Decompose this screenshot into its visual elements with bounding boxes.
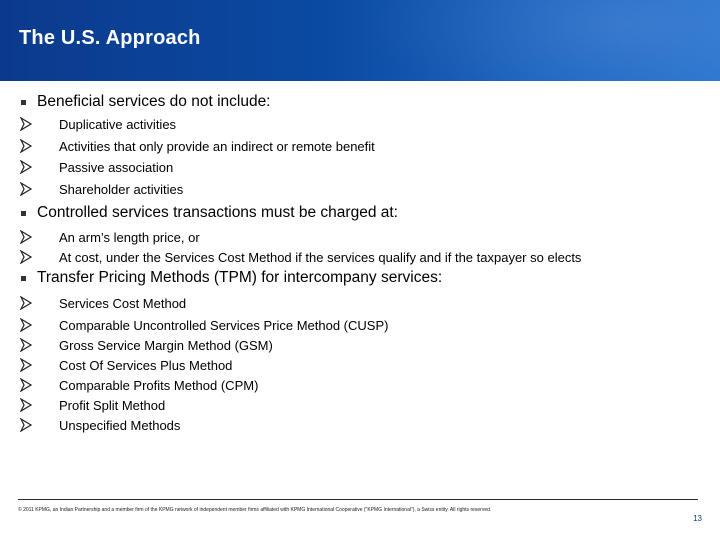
list-item: [0, 317, 720, 333]
list-item-text: Activities that only provide an indirect or remote benefit: [59, 138, 375, 154]
list-item: [0, 138, 720, 154]
arrowhead-bullet-icon: [19, 160, 33, 174]
section-heading-beneficial: [0, 93, 720, 111]
list-item: [0, 295, 720, 311]
arrowhead-bullet-icon: [19, 117, 33, 131]
list-item: [0, 377, 720, 393]
list-item-text: Comparable Profits Method (CPM): [59, 377, 259, 393]
section-heading-tpm: [0, 269, 720, 287]
list-item: [0, 357, 720, 373]
list-item: [0, 229, 720, 245]
arrowhead-bullet-icon: [19, 250, 33, 264]
arrowhead-bullet-icon: [19, 338, 33, 352]
section-heading-text: Transfer Pricing Methods (TPM) for intercompany services:: [37, 269, 443, 286]
list-item: [0, 337, 720, 353]
list-item-text: Services Cost Method: [59, 295, 187, 311]
arrowhead-bullet-icon: [19, 398, 33, 412]
list-item: [0, 417, 720, 433]
section-heading-text: Beneficial services do not include:: [37, 93, 271, 110]
copyright-footer: © 2011 KPMG, an Indian Partnership and a member firm of the KPMG network of independent member firms affiliated with KPMG International Cooperative ("KPMG International"), a Swiss entity. All rights reserved.: [18, 507, 492, 513]
footer-divider: [18, 499, 698, 500]
square-bullet-icon: [21, 276, 26, 281]
arrowhead-bullet-icon: [19, 182, 33, 196]
arrowhead-bullet-icon: [19, 358, 33, 372]
list-item-text: An arm’s length price, or: [59, 229, 200, 245]
section-heading-text: Controlled services transactions must be charged at:: [37, 204, 398, 221]
arrowhead-bullet-icon: [19, 230, 33, 244]
list-item-text: Profit Split Method: [59, 397, 166, 413]
arrowhead-bullet-icon: [19, 378, 33, 392]
list-item-text: At cost, under the Services Cost Method if the services qualify and if the taxpayer so elects: [59, 249, 582, 265]
list-item: [0, 181, 720, 197]
list-item: [0, 249, 720, 265]
list-item-text: Shareholder activities: [59, 181, 184, 197]
section-heading-controlled: [0, 204, 720, 222]
list-item: [0, 159, 720, 175]
list-item-text: Duplicative activities: [59, 116, 177, 132]
list-item: [0, 116, 720, 132]
square-bullet-icon: [21, 100, 26, 105]
list-item-text: Passive association: [59, 159, 174, 175]
arrowhead-bullet-icon: [19, 296, 33, 310]
list-item-text: Comparable Uncontrolled Services Price Method (CUSP): [59, 317, 389, 333]
list-item-text: Gross Service Margin Method (GSM): [59, 337, 273, 353]
list-item-text: Cost Of Services Plus Method: [59, 357, 233, 373]
arrowhead-bullet-icon: [19, 318, 33, 332]
slide-title: The U.S. Approach: [19, 27, 201, 49]
arrowhead-bullet-icon: [19, 418, 33, 432]
list-item-text: Unspecified Methods: [59, 417, 181, 433]
square-bullet-icon: [21, 211, 26, 216]
list-item: [0, 397, 720, 413]
arrowhead-bullet-icon: [19, 139, 33, 153]
page-number: 13: [693, 514, 702, 523]
